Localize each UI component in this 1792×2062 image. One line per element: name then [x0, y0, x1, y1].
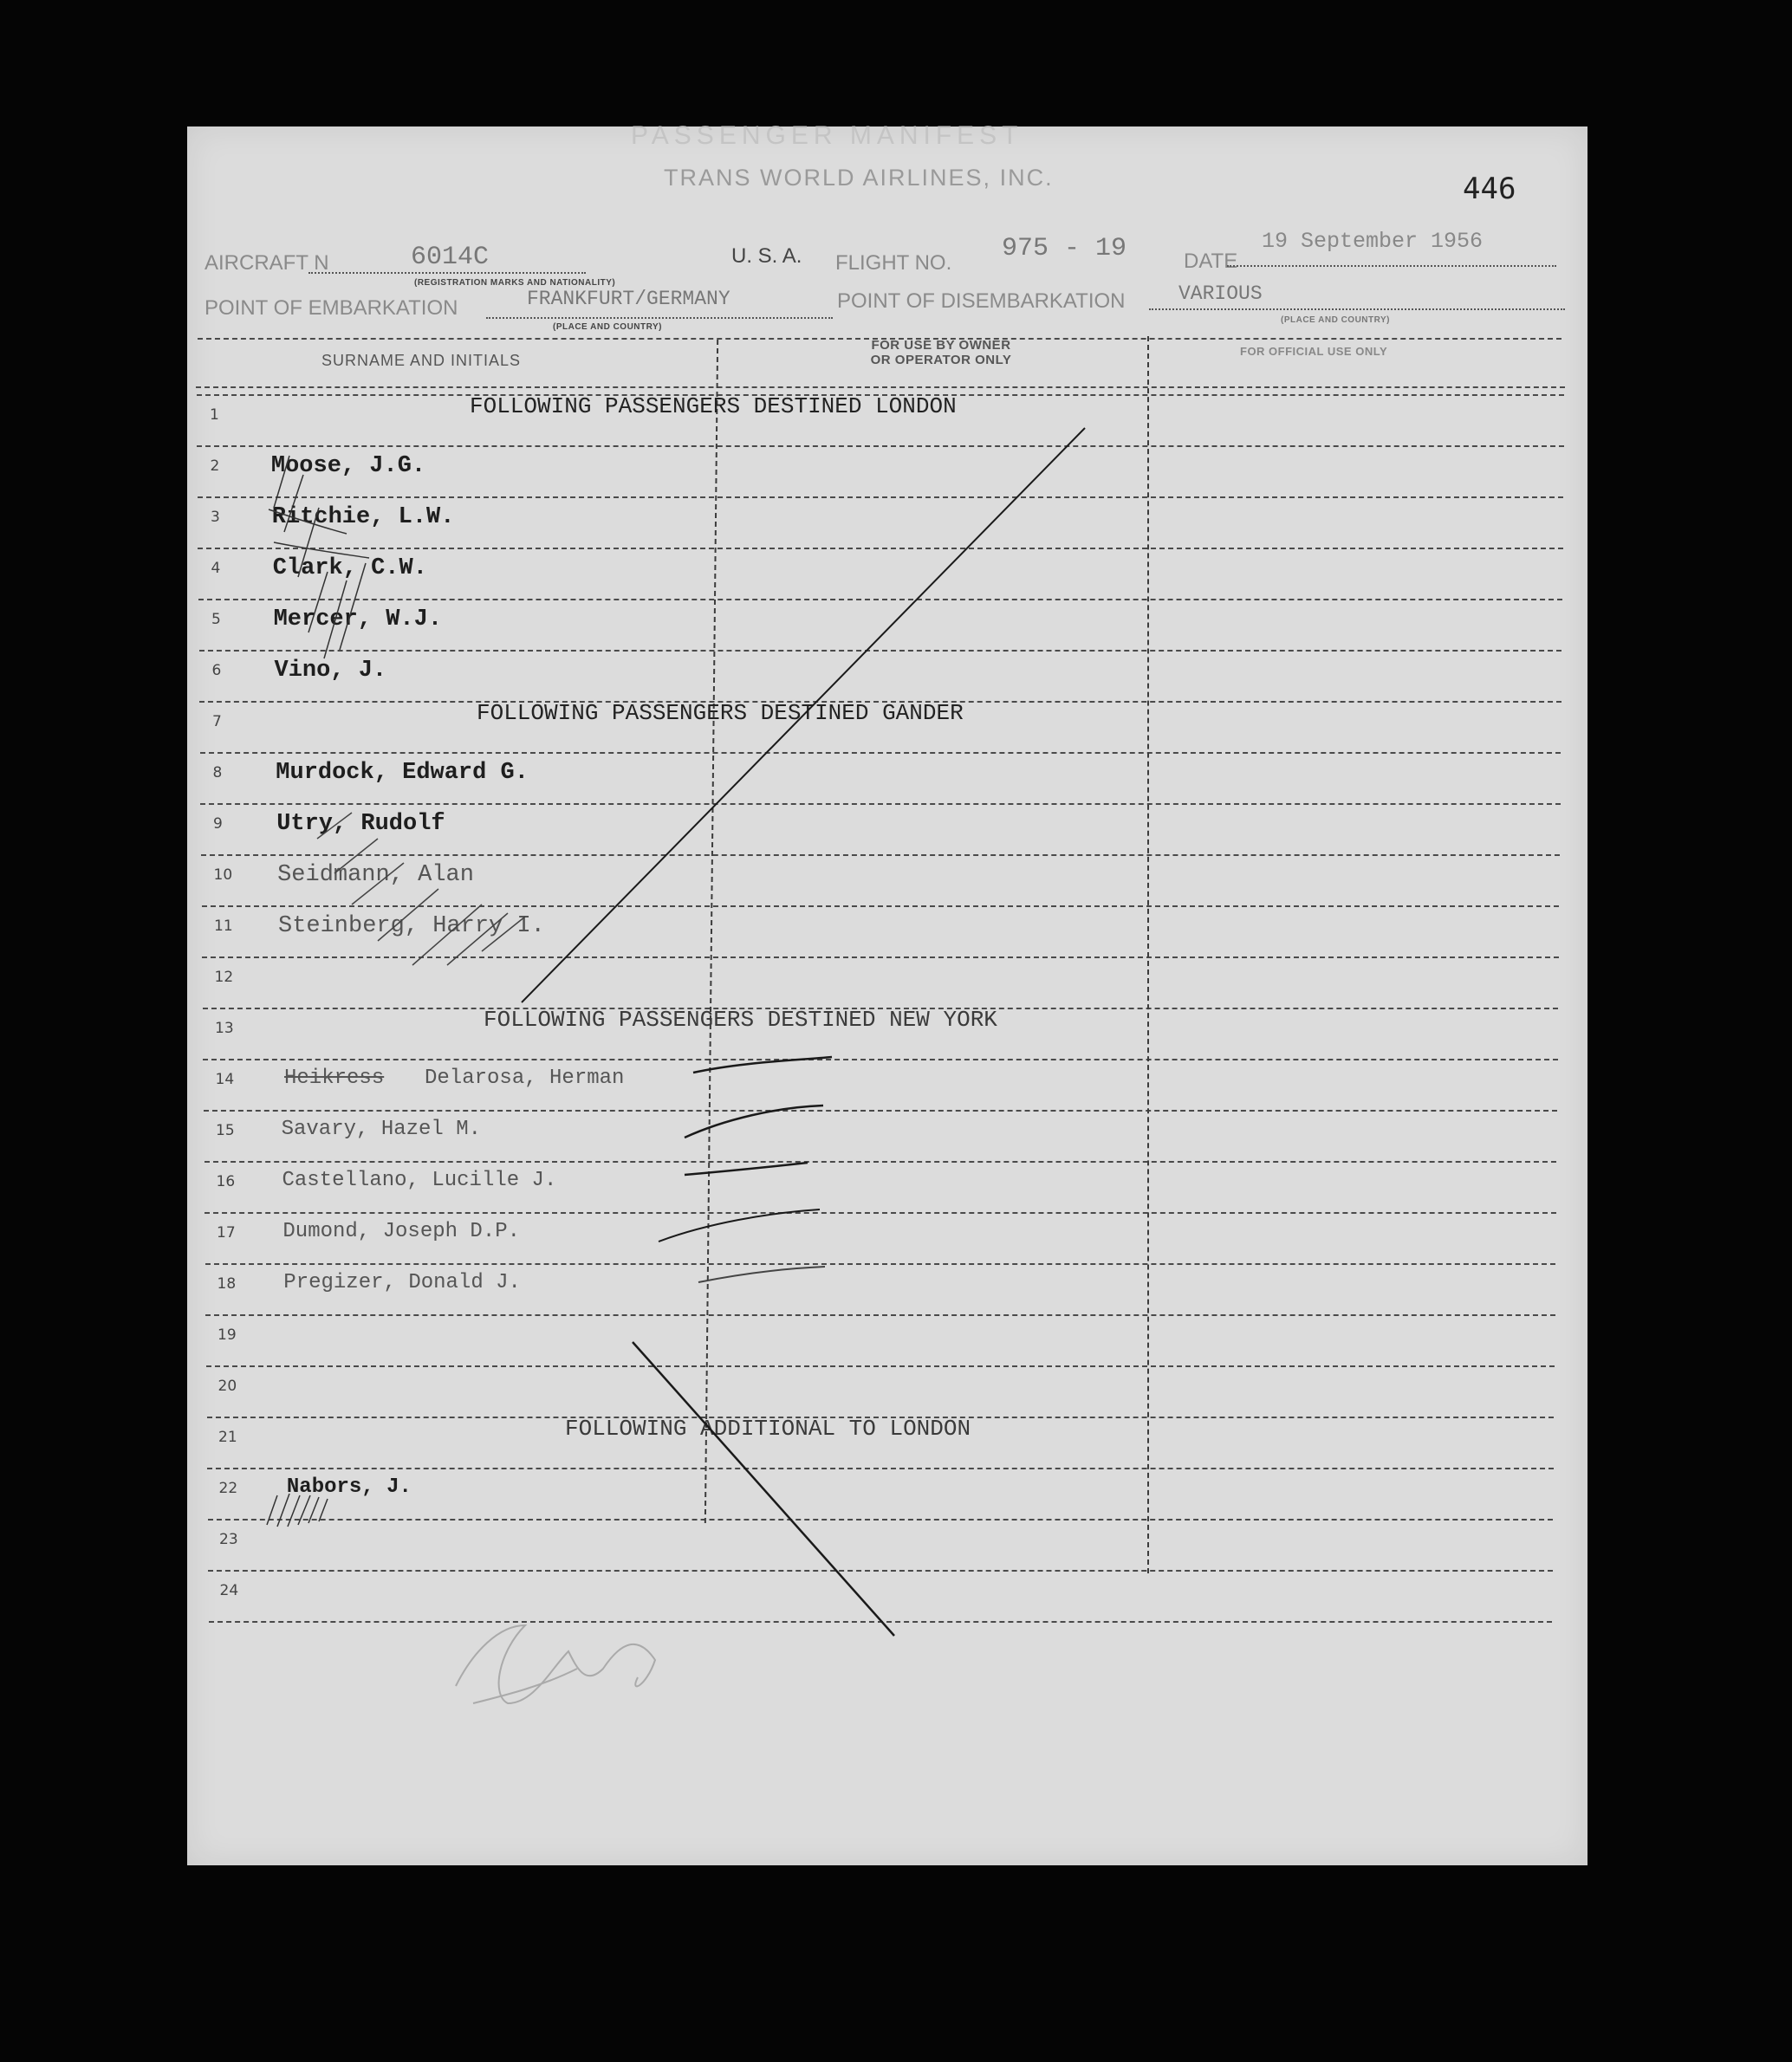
passenger-name: Nabors, J.: [286, 1475, 412, 1499]
check-mark-15: [685, 1106, 823, 1138]
row-number: 14: [215, 1071, 235, 1088]
check-mark-18: [698, 1267, 825, 1282]
manifest-page: [187, 121, 1587, 1865]
diagonal-strike-bottom: [633, 1342, 894, 1636]
row-number: 22: [218, 1480, 238, 1497]
registration-note: (REGISTRATION MARKS AND NATIONALITY): [414, 278, 616, 288]
row-number: 19: [218, 1326, 237, 1344]
diagonal-strike-top: [522, 428, 1085, 1002]
aircraft-label: AIRCRAFT N: [205, 251, 329, 275]
place-note-1: (PLACE AND COUNTRY): [553, 322, 662, 332]
passenger-name: Moose, J.G.: [270, 453, 426, 479]
section-heading: FOLLOWING PASSENGERS DESTINED GANDER: [477, 700, 964, 726]
disembarkation-value: VARIOUS: [1178, 282, 1263, 305]
row-number: 7: [212, 713, 222, 730]
row-number: 4: [211, 560, 221, 577]
row-number: 9: [213, 815, 223, 833]
row-number: 3: [211, 509, 220, 526]
row-number: 6: [211, 662, 222, 679]
passenger-name: Delarosa, Herman: [425, 1067, 625, 1090]
passenger-name: Savary, Hazel M.: [281, 1118, 482, 1141]
row-number: 13: [215, 1020, 234, 1037]
usa-label: U. S. A.: [731, 244, 802, 268]
row-number: 15: [216, 1122, 235, 1139]
row-number: 16: [216, 1173, 236, 1190]
passenger-name: Seidmann, Alan: [277, 862, 474, 888]
flight-label: FLIGHT NO.: [835, 251, 952, 275]
passenger-name: Vino, J.: [274, 658, 387, 684]
row-number: 12: [214, 969, 234, 986]
faint-signature: [456, 1625, 655, 1703]
struck-text: Heikress: [284, 1067, 385, 1090]
passenger-name: Pregizer, Donald J.: [283, 1271, 521, 1294]
row-number: 2: [210, 457, 220, 475]
airline-name: TRANS WORLD AIRLINES, INC.: [664, 165, 1054, 191]
row-number: 5: [211, 611, 221, 628]
col-owner-line2: OR OPERATOR ONLY: [870, 353, 1012, 367]
row-number: 10: [213, 866, 233, 884]
date-value: 19 September 1956: [1262, 229, 1484, 254]
check-mark-14: [693, 1057, 832, 1073]
disembarkation-label: POINT OF DISEMBARKATION: [837, 289, 1126, 313]
row-number: 23: [219, 1531, 238, 1548]
faded-title: PASSENGER MANIFEST: [631, 121, 1023, 150]
row-number: 17: [217, 1224, 236, 1242]
row-number: 18: [217, 1275, 237, 1293]
tick-scribbles-london: [269, 456, 369, 658]
row-number: 21: [218, 1429, 237, 1446]
passenger-name: Ritchie, L.W.: [271, 504, 455, 530]
passenger-name: Steinberg, Harry I.: [278, 913, 545, 939]
page-number: 446: [1463, 172, 1516, 206]
check-mark-17: [659, 1209, 820, 1242]
row-number: 1: [210, 406, 219, 424]
check-mark-16: [685, 1163, 808, 1175]
tick-scribbles-gander: [317, 813, 525, 965]
passenger-name: Clark, C.W.: [272, 555, 427, 581]
row-number: 8: [212, 764, 223, 781]
col-official-header: FOR OFFICIAL USE ONLY: [1240, 345, 1388, 358]
row-number: 20: [218, 1378, 237, 1395]
passenger-name: Utry, Rudolf: [276, 811, 445, 837]
row-number: 11: [214, 918, 233, 935]
passenger-name: Castellano, Lucille J.: [282, 1169, 557, 1192]
section-heading: FOLLOWING PASSENGERS DESTINED NEW YORK: [484, 1007, 997, 1033]
embarkation-value: FRANKFURT/GERMANY: [527, 288, 730, 310]
passenger-name: Dumond, Joseph D.P.: [282, 1220, 521, 1243]
passenger-name: Murdock, Edward G.: [276, 760, 529, 786]
col-surname-header: SURNAME AND INITIALS: [321, 352, 522, 369]
col-owner-line1: FOR USE BY OWNER: [871, 338, 1011, 353]
pen-marks: [187, 126, 1587, 1865]
flight-value: 975 - 19: [1002, 234, 1127, 263]
embarkation-label: POINT OF EMBARKATION: [205, 296, 458, 320]
aircraft-value: 6014C: [411, 243, 490, 272]
row-number: 24: [219, 1582, 239, 1599]
section-heading: FOLLOWING PASSENGERS DESTINED LONDON: [470, 393, 957, 419]
place-note-2: (PLACE AND COUNTRY): [1281, 315, 1390, 325]
section-heading: FOLLOWING ADDITIONAL TO LONDON: [565, 1416, 971, 1442]
tick-scribbles-additional: [267, 1494, 328, 1527]
date-label: DATE: [1184, 250, 1238, 273]
passenger-name: Mercer, W.J.: [273, 606, 443, 632]
